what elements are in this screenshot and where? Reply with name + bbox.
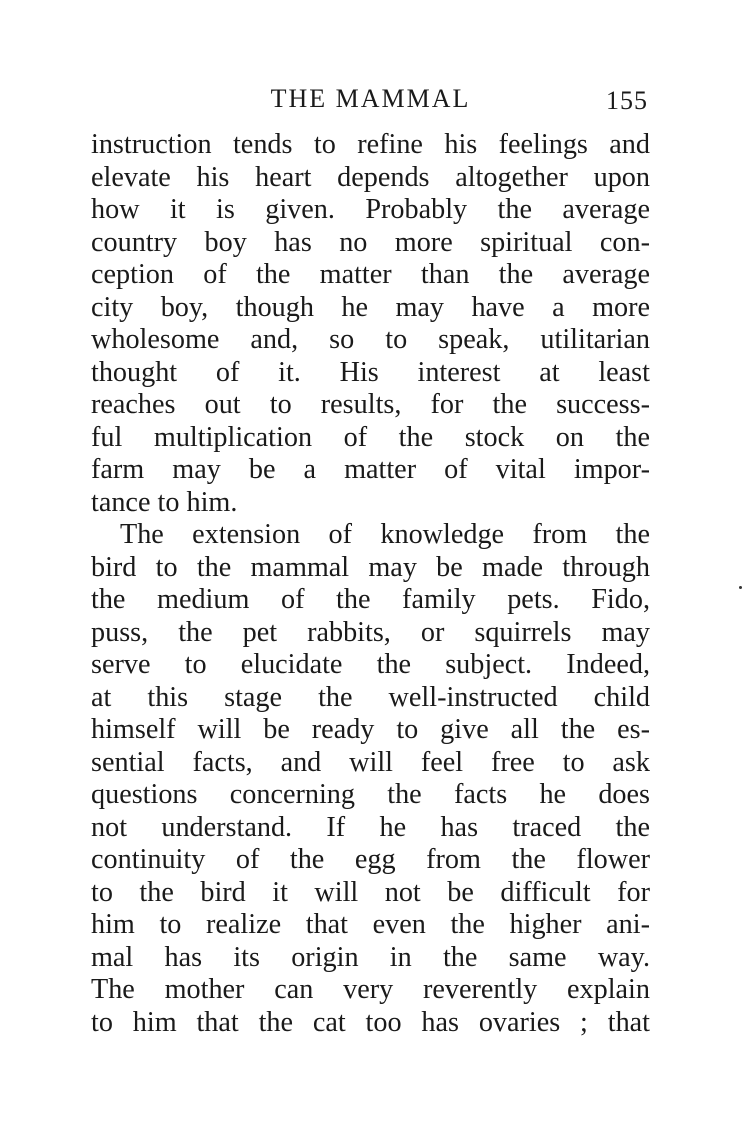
text-line: reaches out to results, for the success- bbox=[91, 389, 650, 420]
running-head bbox=[91, 81, 650, 117]
text-line: elevate his heart depends altogether upon bbox=[91, 161, 650, 193]
text-line: puss, the pet rabbits, or squirrels may bbox=[91, 616, 650, 648]
text-line: continuity of the egg from the flower bbox=[91, 844, 650, 875]
text-line: himself will be ready to give all the es- bbox=[91, 714, 650, 745]
text-line: ful multiplication of the stock on the bbox=[91, 421, 650, 453]
text-line: tance to him. bbox=[91, 486, 238, 518]
text-line: him to realize that even the higher ani- bbox=[91, 909, 650, 940]
text-line: thought of it. His interest at least bbox=[91, 356, 650, 388]
text-line: country boy has no more spiritual con- bbox=[91, 226, 650, 258]
text-line: mal has its origin in the same way. bbox=[91, 941, 650, 973]
text-line: The extension of knowledge from the bbox=[120, 519, 650, 550]
text-line: wholesome and, so to speak, utilitarian bbox=[91, 324, 650, 355]
text-line: serve to elucidate the subject. Indeed, bbox=[91, 649, 650, 680]
text-line: sential facts, and will feel free to ask bbox=[91, 746, 650, 778]
text-line: The mother can very reverently explain bbox=[91, 974, 650, 1005]
text-line: questions concerning the facts he does bbox=[91, 779, 650, 810]
text-line: at this stage the well-instructed child bbox=[91, 681, 650, 713]
running-title: THE MAMMAL bbox=[270, 84, 471, 113]
body-text bbox=[91, 129, 650, 1039]
text-line: to him that the cat too has ovaries ; that bbox=[91, 1006, 650, 1038]
text-line: ception of the matter than the average bbox=[91, 259, 650, 290]
text-line: bird to the mammal may be made through bbox=[91, 551, 650, 583]
text-line: how it is given. Probably the average bbox=[91, 194, 650, 225]
text-line: farm may be a matter of vital impor- bbox=[91, 454, 650, 485]
scan-speck bbox=[739, 586, 742, 589]
text-line: not understand. If he has traced the bbox=[91, 811, 650, 843]
text-line: to the bird it will not be difficult for bbox=[91, 876, 650, 908]
text-line: city boy, though he may have a more bbox=[91, 291, 650, 323]
page-number: 155 bbox=[606, 86, 648, 115]
text-line: instruction tends to refine his feelings and bbox=[91, 129, 650, 160]
text-line: the medium of the family pets. Fido, bbox=[91, 584, 650, 615]
